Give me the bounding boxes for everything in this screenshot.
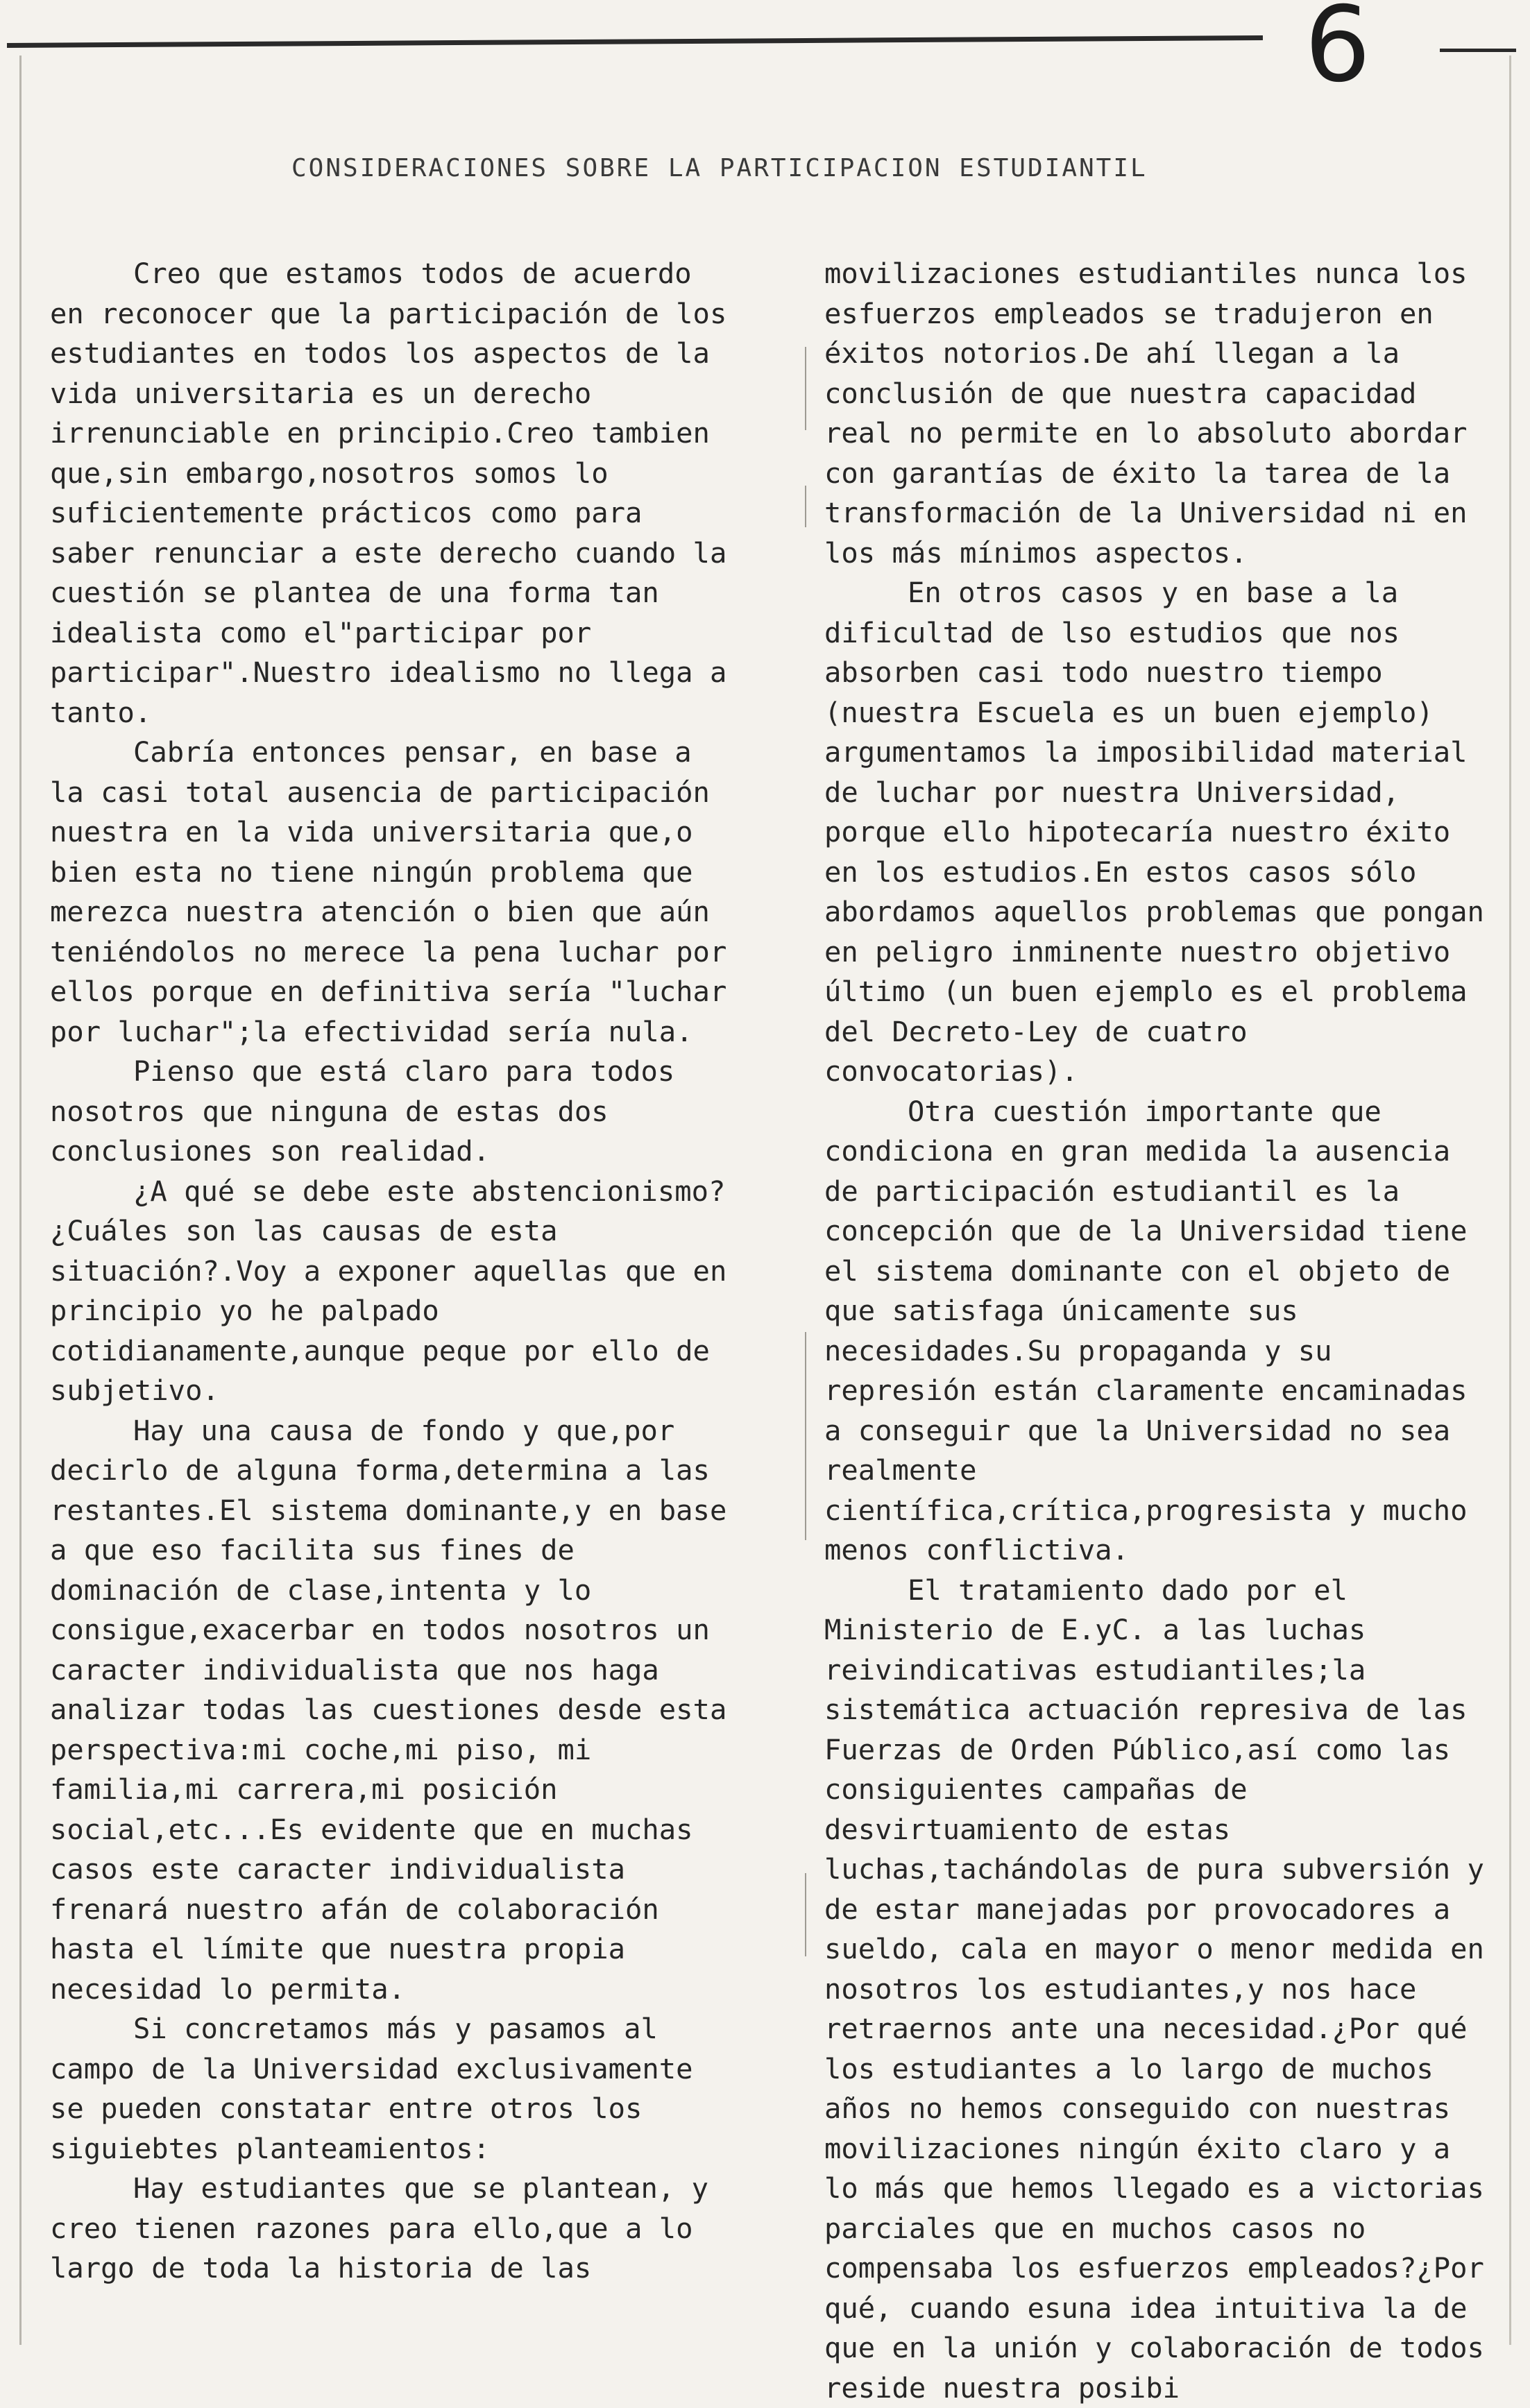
paragraph: Pienso que está claro para todos nosotros que ninguna de estas dos conclusiones son realidad. [50, 1052, 737, 1172]
paragraph: movilizaciones estudiantiles nunca los esfuerzos empleados se tradujeron en éxitos notorios.De ahí llegan a la conclusión de que nuestra capacidad real no permite en lo absoluto abordar con garantías de éxito la tarea de la transformación de la Universidad ni en los más mínimos aspectos. [824, 254, 1490, 573]
left-column [50, 254, 737, 2289]
paragraph: Hay estudiantes que se plantean, y creo tienen razones para ello,que a lo largo de toda la historia de las [50, 2169, 737, 2289]
paragraph: ¿A qué se debe este abstencionismo? ¿Cuáles son las causas de esta situación?.Voy a exponer aquellas que en principio yo he palpado cotidianamente,aunque peque por ello de subjetivo. [50, 1172, 737, 1411]
left-margin-rule [19, 55, 22, 2345]
column-separator-mark [805, 1873, 806, 1956]
paragraph: Cabría entonces pensar, en base a la casi total ausencia de participación nuestra en la vida universitaria que,o bien esta no tiene ningún problema que merezca nuestra atención o bien que aún teniéndolos no merece la pena luchar por ellos porque en definitiva sería "luchar por luchar";la efectividad sería nula. [50, 733, 737, 1052]
document-title: CONSIDERACIONES SOBRE LA PARTICIPACION ESTUDIANTIL [291, 154, 1332, 182]
paragraph: Otra cuestión importante que condiciona en gran medida la ausencia de participación estudiantil es la concepción que de la Universidad tiene el sistema dominante con el objeto de que satisfaga únicamente sus necesidades.Su propaganda y su represión están claramente encaminadas a conseguir que la Universidad no sea realmente científica,crítica,progresista y mucho menos conflictiva. [824, 1092, 1490, 1571]
column-separator-mark [805, 1332, 806, 1540]
paragraph: Creo que estamos todos de acuerdo en reconocer que la participación de los estudiantes en todos los aspectos de la vida universitaria es un derecho irrenunciable en principio.Creo tambien que,sin embargo,nosotros somos lo suficientemente prácticos como para saber renunciar a este derecho cuando la cuestión se plantea de una forma tan idealista como el"participar por participar".Nuestro idealismo no llega a tanto. [50, 254, 737, 733]
right-column [824, 254, 1490, 2408]
column-separator-mark [805, 347, 806, 430]
top-rule [7, 35, 1263, 48]
top-rule-right [1440, 49, 1516, 52]
paragraph: Si concretamos más y pasamos al campo de la Universidad exclusivamente se pueden constatar entre otros los siguiebtes planteamientos: [50, 2009, 737, 2169]
right-margin-rule [1509, 55, 1511, 2345]
paragraph: Hay una causa de fondo y que,por decirlo de alguna forma,determina a las restantes.El sistema dominante,y en base a que eso facilita sus fines de dominación de clase,intenta y lo consigue,exacerbar en todos nosotros un caracter individualista que nos haga analizar todas las cuestiones desde esta perspectiva:mi coche,mi piso, mi familia,mi carrera,mi posición social,etc...Es evidente que en muchas casos este caracter individualista frenará nuestro afán de colaboración hasta el límite que nuestra propia necesidad lo permita. [50, 1411, 737, 2010]
column-separator-mark [805, 486, 806, 527]
paragraph: En otros casos y en base a la dificultad de lso estudios que nos absorben casi todo nuestro tiempo (nuestra Escuela es un buen ejemplo) argumentamos la imposibilidad material de luchar por nuestra Universidad, porque ello hipotecaría nuestro éxito en los estudios.En estos casos sólo abordamos aquellos problemas que pongan en peligro inminente nuestro objetivo último (un buen ejemplo es el problema del Decreto-Ley de cuatro convocatorias). [824, 573, 1490, 1092]
paragraph: El tratamiento dado por el Ministerio de E.yC. a las luchas reivindicativas estudiantiles;la sistemática actuación represiva de las Fuerzas de Orden Público,así como las consiguientes campañas de desvirtuamiento de estas luchas,tachándolas de pura subversión y de estar manejadas por provocadores a sueldo, cala en mayor o menor medida en nosotros los estudiantes,y nos hace retraernos ante una necesidad.¿Por qué los estudiantes a lo largo de muchos años no hemos conseguido con nuestras movilizaciones ningún éxito claro y a lo más que hemos llegado es a victorias parciales que en muchos casos no compensaba los esfuerzos empleados?¿Por qué, cuando esuna idea intuitiva la de que en la unión y colaboración de todos reside nuestra posibi [824, 1571, 1490, 2408]
page-number: 6 [1304, 0, 1370, 97]
